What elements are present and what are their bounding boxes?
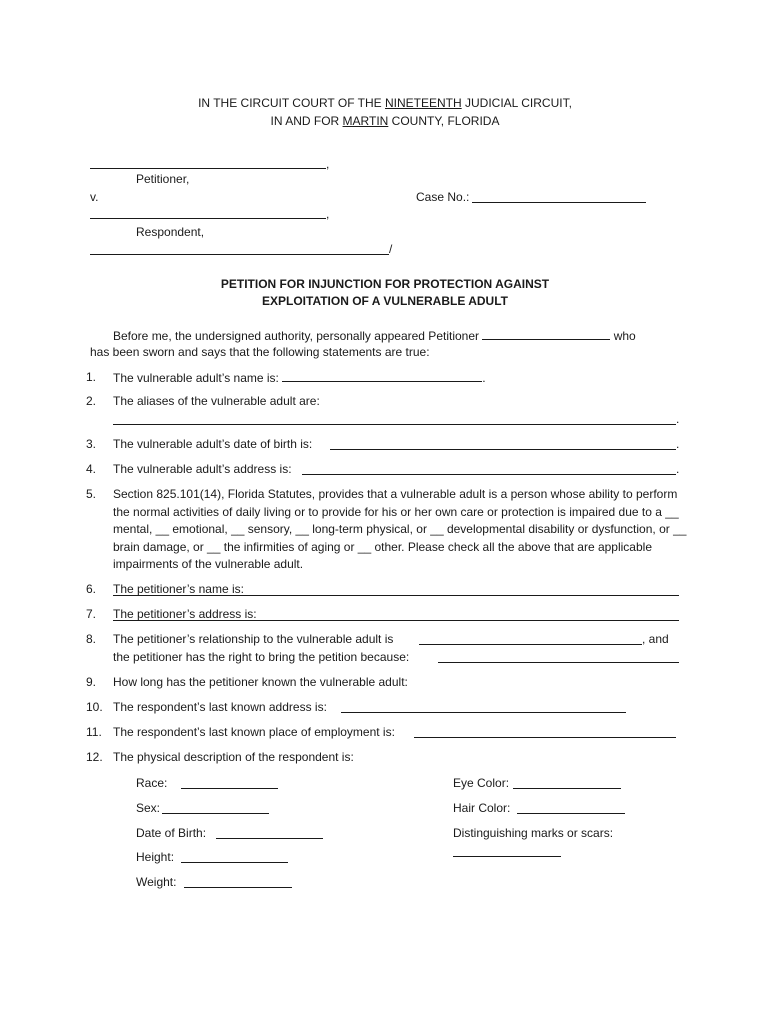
eye-color-line[interactable]	[513, 788, 621, 789]
date-of-birth-period: .	[676, 437, 680, 451]
item-3-text: The vulnerable adult’s date of birth is:	[113, 437, 313, 451]
vulnerable-adult-address-period: .	[676, 462, 680, 476]
item-10-text: The respondent’s last known address is:	[113, 700, 327, 714]
sex-line[interactable]	[162, 813, 269, 814]
item-6-number: 6.	[86, 582, 97, 596]
item-10-number: 10.	[86, 700, 103, 714]
item-8-text-line-1: The petitioner’s relationship to the vulnerable adult is	[113, 632, 394, 646]
respondent-dob-line[interactable]	[216, 838, 323, 839]
height-label: Height:	[136, 850, 175, 864]
petition-title-line-1: PETITION FOR INJUNCTION FOR PROTECTION AGAINST	[220, 277, 550, 291]
height-line[interactable]	[181, 862, 288, 863]
relationship-suffix: , and	[642, 632, 669, 646]
hair-color-line[interactable]	[517, 813, 625, 814]
circuit-name: NINETEENTH	[385, 96, 462, 110]
item-12-text: The physical description of the respondent is:	[113, 750, 354, 764]
petitioner-label: Petitioner,	[136, 172, 190, 186]
impairment-paragraph: Section 825.101(14), Florida Statutes, provides that a vulnerable adult is a person whose ability to perform the normal activities of daily living or to provide for his or her own care or protection is impaired due to a __ mental, __ emotional, __ sensory, __ long-term physical, or __ developmental disability or dysfunction, or __ brain damage, or __ the infirmities of aging or __ other. Please check all the above that are applicable impairments of the vulnerable adult.	[113, 487, 687, 572]
item-9-number: 9.	[86, 675, 97, 689]
petitioner-comma: ,	[326, 157, 330, 171]
caption-closing-line	[90, 254, 389, 255]
petitioner-name-line[interactable]	[90, 168, 326, 169]
item-8-number: 8.	[86, 632, 97, 646]
case-number-label: Case No.:	[416, 190, 470, 204]
aliases-line[interactable]	[113, 424, 676, 425]
race-line[interactable]	[181, 788, 278, 789]
caption-slash: /	[389, 242, 393, 256]
distinguishing-marks-label: Distinguishing marks or scars:	[453, 826, 614, 840]
eye-color-label: Eye Color:	[453, 776, 510, 790]
court-header-line-2: IN AND FOR MARTIN COUNTY, FLORIDA	[270, 114, 500, 128]
petitioner-intro-blank[interactable]	[482, 328, 610, 340]
petition-title-line-2: EXPLOITATION OF A VULNERABLE ADULT	[262, 294, 508, 308]
item-2-text: The aliases of the vulnerable adult are:	[113, 394, 320, 408]
intro-line-1: Before me, the undersigned authority, personally appeared Petitioner who	[113, 329, 636, 343]
item-8-text-line-2: the petitioner has the right to bring the petition because:	[113, 650, 410, 664]
respondent-name-line[interactable]	[90, 218, 326, 219]
item-2-number: 2.	[86, 394, 97, 408]
vulnerable-adult-name-blank[interactable]	[282, 370, 482, 382]
court-header-line-1: IN THE CIRCUIT COURT OF THE NINETEENTH JUDICIAL CIRCUIT,	[198, 96, 572, 110]
right-to-petition-line[interactable]	[438, 662, 679, 663]
case-number-line[interactable]	[472, 202, 646, 203]
item-7-text: The petitioner’s address is:	[113, 607, 257, 621]
date-of-birth-label: Date of Birth:	[136, 826, 207, 840]
sex-label: Sex:	[136, 801, 161, 815]
county-name: MARTIN	[342, 114, 389, 128]
weight-label: Weight:	[136, 875, 177, 889]
item-1-text: The vulnerable adult’s name is: .	[113, 371, 486, 385]
respondent-employment-line[interactable]	[414, 737, 676, 738]
item-9-text: How long has the petitioner known the vulnerable adult:	[113, 675, 408, 689]
item-3-number: 3.	[86, 437, 97, 451]
item-7-number: 7.	[86, 607, 97, 621]
item-4-number: 4.	[86, 462, 97, 476]
intro-line-2: has been sworn and says that the following statements are true:	[90, 345, 430, 359]
item-1-number: 1.	[86, 370, 97, 384]
hair-color-label: Hair Color:	[453, 801, 511, 815]
relationship-line[interactable]	[419, 644, 642, 645]
item-4-text: The vulnerable adult’s address is:	[113, 462, 292, 476]
petitioner-address-field-line[interactable]	[113, 620, 679, 621]
petitioner-name-field-line[interactable]	[113, 595, 679, 596]
distinguishing-marks-line[interactable]	[453, 856, 561, 857]
vulnerable-adult-address-line[interactable]	[302, 474, 676, 475]
respondent-label: Respondent,	[136, 225, 205, 239]
item-11-number: 11.	[86, 725, 102, 739]
item-12-number: 12.	[86, 750, 103, 764]
item-5-number: 5.	[86, 487, 97, 501]
date-of-birth-line[interactable]	[330, 449, 676, 450]
versus-label: v.	[90, 190, 99, 204]
weight-line[interactable]	[184, 887, 292, 888]
respondent-address-line[interactable]	[341, 712, 626, 713]
respondent-comma: ,	[326, 207, 330, 221]
race-label: Race:	[136, 776, 168, 790]
aliases-period: .	[676, 412, 680, 426]
item-11-text: The respondent’s last known place of employment is:	[113, 725, 395, 739]
item-6-text: The petitioner’s name is:	[113, 582, 244, 596]
